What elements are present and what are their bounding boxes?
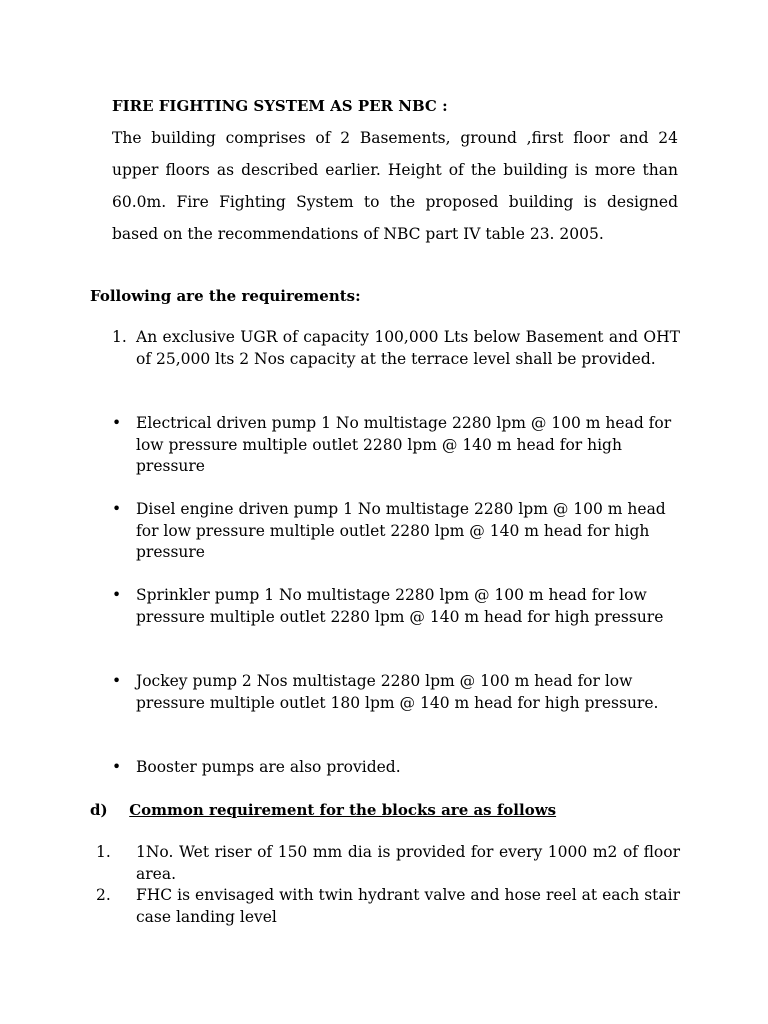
list-marker: 1. (112, 328, 127, 346)
bullet-marker: • (112, 500, 122, 518)
list-item-text: Booster pumps are also provided. (136, 758, 401, 776)
section-label: d) (90, 801, 108, 819)
list-item-text: Jockey pump 2 Nos multistage 2280 lpm @ 100 m head for low pressure multiple outlet 180 lpm @ 140 m head for high pressure. (136, 672, 659, 712)
bullet-marker: • (112, 414, 122, 432)
list-item (112, 413, 680, 478)
list-item (96, 842, 680, 885)
list-item (96, 885, 680, 928)
list-item-text: Sprinkler pump 1 No multistage 2280 lpm @ 100 m head for low pressure multiple outlet 2280 lpm @ 140 m head for high pressure (136, 586, 664, 626)
list-item (112, 499, 680, 564)
list-marker: 2. (96, 886, 111, 904)
bullet-marker: • (112, 758, 122, 776)
section-heading: FIRE FIGHTING SYSTEM AS PER NBC : (112, 97, 448, 115)
requirements-heading: Following are the requirements: (90, 287, 361, 305)
bullet-marker: • (112, 586, 122, 604)
list-item-text: Disel engine driven pump 1 No multistage 2280 lpm @ 100 m head for low pressure multiple outlet 2280 lpm @ 140 m head for high pressure (136, 500, 666, 561)
list-item-text: 1No. Wet riser of 150 mm dia is provided for every 1000 m2 of floor area. (136, 843, 680, 883)
list-item (112, 585, 680, 628)
list-item (112, 757, 680, 779)
list-marker: 1. (96, 843, 111, 861)
list-item (112, 327, 680, 370)
bullet-marker: • (112, 672, 122, 690)
list-item-text: An exclusive UGR of capacity 100,000 Lts below Basement and OHT of 25,000 lts 2 Nos capacity at the terrace level shall be provided. (136, 328, 680, 368)
section-d-heading (90, 800, 556, 820)
section-title: Common requirement for the blocks are as follows (129, 801, 557, 819)
list-item-text: Electrical driven pump 1 No multistage 2280 lpm @ 100 m head for low pressure multiple outlet 2280 lpm @ 140 m head for high pressure (136, 414, 672, 475)
list-item-text: FHC is envisaged with twin hydrant valve and hose reel at each stair case landing level (136, 886, 680, 926)
intro-paragraph: The building comprises of 2 Basements, ground ,first floor and 24 upper floors as described earlier. Height of the building is more than 60.0m. Fire Fighting System to the proposed building is designed based on the recommendations of NBC part IV table 23. 2005. (112, 129, 678, 243)
list-item (112, 671, 680, 714)
